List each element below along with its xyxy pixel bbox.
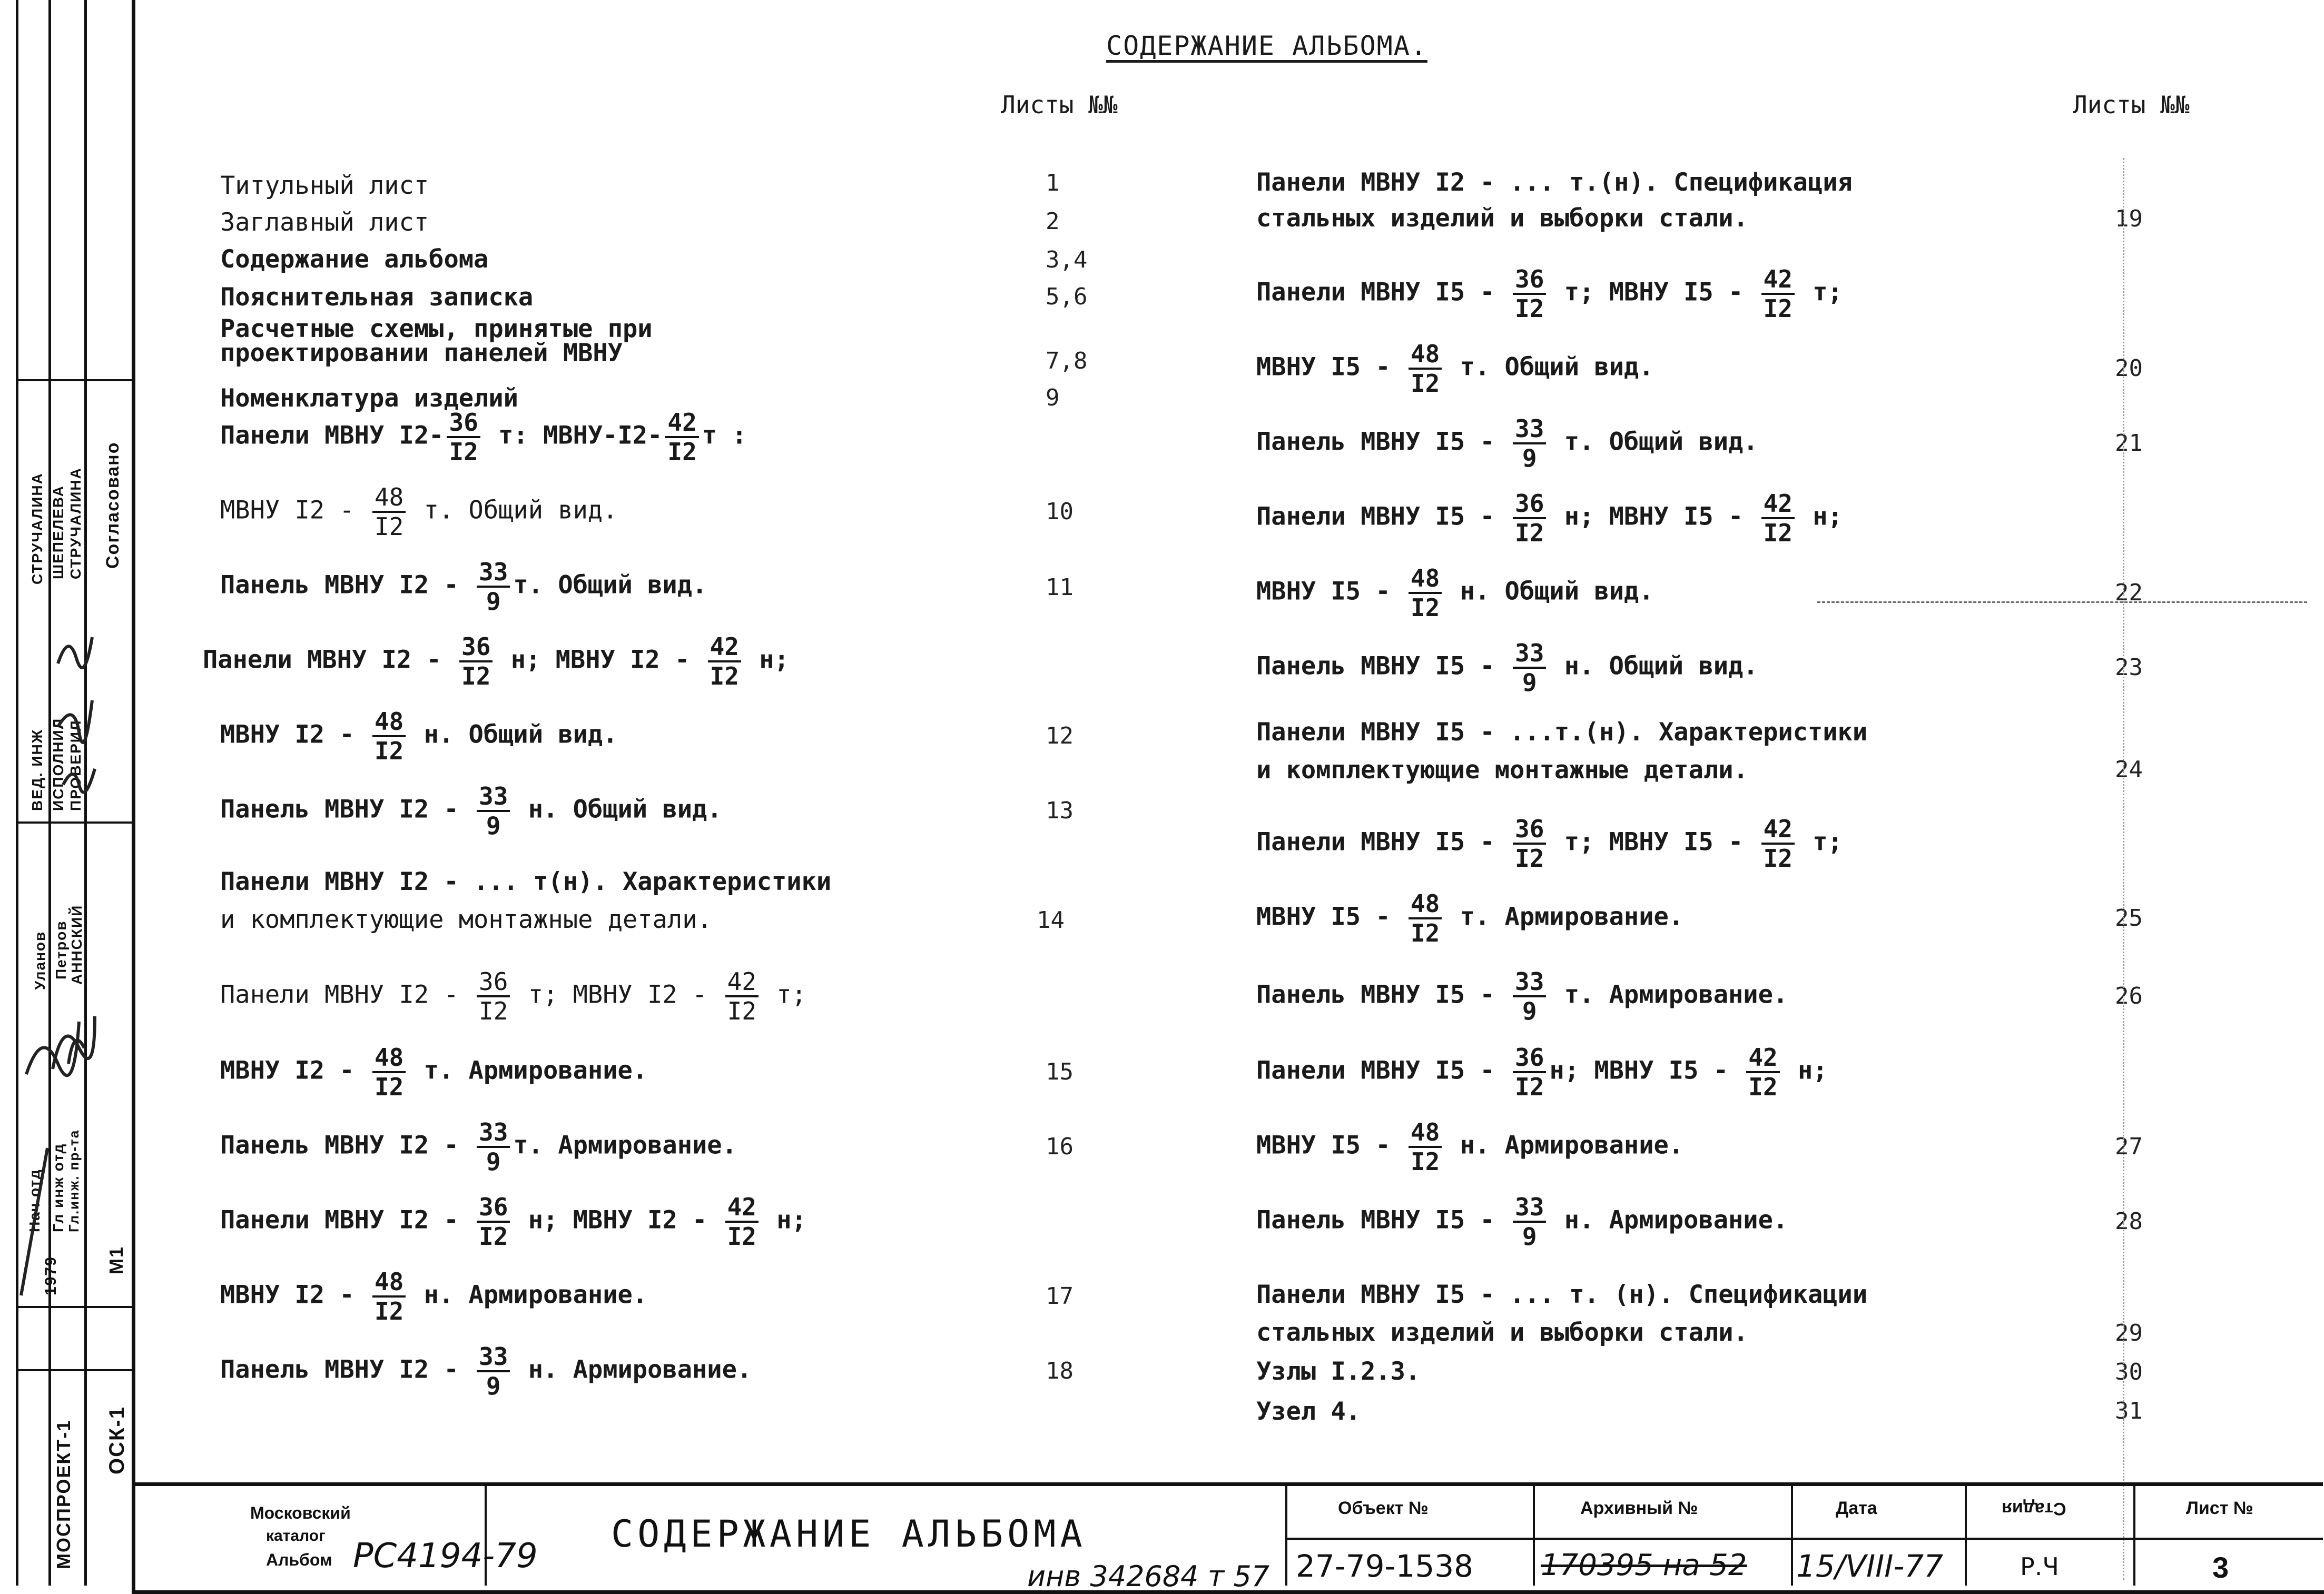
left-sheet-13: 13 — [1046, 797, 1074, 824]
side-role-lower-2: ИСПОЛНИЛ — [50, 717, 66, 811]
fraction: $\frac{33}{9}$ — [1513, 968, 1546, 1025]
left-entry-7: Номенклатура изделий — [220, 384, 518, 413]
left-sheet-2: 2 — [1046, 208, 1060, 235]
right-entry-6: Панели МВНУ I5 - $\frac{36}{I2}$ н; МВНУ I5 - $\frac{42}{I2}$ н; — [1256, 489, 1843, 547]
right-sheet-12: 25 — [2115, 905, 2143, 932]
fraction: $\frac{48}{I2}$ — [372, 1268, 406, 1325]
left-entry-6: проектировании панелей МВНУ — [220, 339, 623, 368]
side-name-lower-3: СТРУЧАЛИНА — [67, 467, 84, 579]
left-entry-1: Титульный лист — [220, 171, 429, 200]
fraction: $\frac{42}{I2}$ — [725, 1193, 759, 1250]
right-entry-1: Панели МВНУ I2 - ... т.(н). Спецификация — [1256, 168, 1853, 197]
right-entry-20: Узел 4. — [1256, 1397, 1361, 1426]
fraction: $\frac{36}{I2}$ — [459, 633, 493, 690]
left-entry-21: Панель МВНУ I2 - $\frac{33}{9}$ н. Армирование. — [220, 1342, 752, 1400]
left-sheet-6: 7,8 — [1046, 348, 1088, 374]
fraction: $\frac{42}{I2}$ — [1761, 490, 1795, 547]
fraction: $\frac{33}{9}$ — [1513, 639, 1546, 696]
tb-val-sheet: 3 — [2212, 1551, 2229, 1584]
fraction: $\frac{48}{I2}$ — [1409, 890, 1442, 947]
side-role-2: Гл инж отд — [50, 1143, 66, 1232]
left-entry-19: Панели МВНУ I2 - $\frac{36}{I2}$ н; МВНУ I2 - $\frac{42}{I2}$ н; — [220, 1193, 806, 1251]
side-dept: ОСК-1 — [105, 1406, 129, 1474]
side-name-upper-1: Уланов — [32, 930, 48, 990]
fraction: $\frac{33}{9}$ — [477, 783, 510, 839]
right-entry-9: Панели МВНУ I5 - ...т.(н). Характеристики — [1256, 718, 1868, 747]
col-header-left: Листы №№ — [1001, 91, 1118, 119]
side-org: МОСПРОЕКТ-1 — [53, 1419, 74, 1569]
document-title: СОДЕРЖАНИЕ АЛЬБОМА. — [1106, 31, 1427, 61]
right-entry-15: МВНУ I5 - $\frac{48}{I2}$ н. Армирование. — [1256, 1118, 1684, 1176]
fraction: $\frac{33}{9}$ — [1513, 1193, 1546, 1250]
left-sheet-9: 10 — [1046, 498, 1074, 525]
fraction: $\frac{48}{I2}$ — [1409, 340, 1442, 397]
fraction: $\frac{48}{I2}$ — [372, 483, 406, 540]
right-sheet-13: 26 — [2115, 983, 2143, 1009]
left-sheet-15: 14 — [1037, 907, 1065, 934]
tb-val-object: 27-79-1538 — [1296, 1548, 1474, 1584]
fraction: $\frac{33}{9}$ — [1513, 415, 1546, 472]
left-sheet-7: 9 — [1046, 384, 1060, 411]
guide-dash — [1817, 601, 2307, 603]
left-entry-17: МВНУ I2 - $\frac{48}{I2}$ т. Армирование. — [220, 1043, 648, 1101]
fraction: $\frac{36}{I2}$ — [1513, 265, 1546, 322]
side-name-upper-3: АННСКИЙ — [68, 904, 85, 985]
right-sheet-7: 22 — [2115, 579, 2143, 606]
left-sheet-20: 17 — [1046, 1283, 1074, 1310]
fraction: $\frac{42}{I2}$ — [1761, 265, 1795, 322]
tb-v-6 — [2133, 1482, 2135, 1586]
tb-org-2: каталог — [266, 1527, 326, 1545]
side-name-upper-2: Петров — [53, 920, 69, 979]
signature-scribbles — [0, 0, 132, 1586]
tb-val-stage: Р.Ч — [2020, 1552, 2059, 1581]
right-entry-14: Панели МВНУ I5 - $\frac{36}{I2}$ н; МВНУ I5 - $\frac{42}{I2}$ н; — [1256, 1043, 1828, 1101]
fraction: $\frac{48}{I2}$ — [372, 708, 406, 765]
left-sheet-17: 15 — [1046, 1058, 1074, 1085]
right-entry-16: Панель МВНУ I5 - $\frac{33}{9}$ н. Армирование. — [1256, 1193, 1788, 1251]
right-sheet-18: 29 — [2115, 1320, 2143, 1347]
right-sheet-15: 27 — [2115, 1133, 2143, 1160]
side-m: М1 — [105, 1245, 127, 1274]
left-entry-2: Заглавный лист — [220, 208, 429, 237]
left-entry-9: МВНУ I2 - $\frac{48}{I2}$ т. Общий вид. — [220, 483, 618, 541]
left-entry-20: МВНУ I2 - $\frac{48}{I2}$ н. Армирование. — [220, 1268, 648, 1325]
fraction: $\frac{42}{I2}$ — [725, 968, 759, 1025]
tb-hdr-stage: Стадия — [2002, 1499, 2066, 1519]
left-sheet-10: 11 — [1046, 574, 1074, 601]
side-role-3: Гл.инж. пр-та — [66, 1129, 82, 1232]
fraction: $\frac{36}{I2}$ — [477, 1193, 510, 1250]
right-sheet-10: 24 — [2115, 756, 2143, 783]
left-entry-10: Панель МВНУ I2 - $\frac{33}{9}$ т. Общий вид. — [220, 558, 707, 616]
left-entry-18: Панель МВНУ I2 - $\frac{33}{9}$ т. Армирование. — [220, 1118, 737, 1176]
right-entry-17: Панели МВНУ I5 - ... т. (н). Спецификации — [1256, 1280, 1868, 1309]
tb-v-5 — [1965, 1482, 1967, 1586]
tb-album-code: РС4194-79 — [353, 1537, 538, 1576]
tb-org-1: Московский — [250, 1503, 351, 1522]
side-role-lower-1: ВЕД. ИНЖ — [29, 728, 45, 811]
right-sheet-8: 23 — [2115, 654, 2143, 681]
right-sheet-20: 31 — [2115, 1398, 2143, 1424]
tb-hdr-date: Дата — [1836, 1498, 1877, 1518]
right-entry-4: МВНУ I5 - $\frac{48}{I2}$ т. Общий вид. — [1256, 340, 1654, 398]
right-entry-13: Панель МВНУ I5 - $\frac{33}{9}$ т. Армирование. — [1256, 967, 1788, 1025]
right-entry-19: Узлы I.2.3. — [1256, 1357, 1421, 1386]
right-entry-8: Панель МВНУ I5 - $\frac{33}{9}$ н. Общий вид. — [1256, 639, 1758, 697]
fraction: $\frac{36}{I2}$ — [1513, 815, 1546, 872]
side-role-lower-3: ПРОВЕРИЛ — [67, 719, 84, 811]
tb-v-2 — [1285, 1482, 1287, 1586]
left-sheet-18: 16 — [1046, 1133, 1074, 1160]
left-sheet-1: 1 — [1046, 170, 1060, 196]
fraction: $\frac{33}{9}$ — [477, 1118, 510, 1175]
tb-hdr-archive: Архивный № — [1580, 1498, 1698, 1518]
fraction: $\frac{33}{9}$ — [477, 1343, 510, 1400]
tb-top-line — [132, 1482, 2323, 1486]
right-entry-18: стальных изделий и выборки стали. — [1256, 1318, 1748, 1347]
fraction: $\frac{36}{I2}$ — [1513, 1044, 1546, 1101]
right-sheet-5: 21 — [2115, 430, 2143, 457]
left-entry-8: Панели МВНУ I2- $\frac{36}{I2}$ т: МВНУ-I2- $\frac{42}{I2}$ т : — [220, 408, 747, 466]
tb-val-date: 15/VIII-77 — [1796, 1548, 1944, 1584]
fraction: $\frac{48}{I2}$ — [1409, 1118, 1442, 1175]
side-agreed: Согласовано — [103, 441, 123, 569]
left-entry-13: Панель МВНУ I2 - $\frac{33}{9}$ н. Общий вид. — [220, 782, 722, 840]
left-entry-15: и комплектующие монтажные детали. — [220, 905, 712, 934]
right-entry-12: МВНУ I5 - $\frac{48}{I2}$ т. Армирование. — [1256, 889, 1684, 947]
tb-mid-line — [1285, 1538, 2323, 1540]
side-name-lower-2: ШЕПЕЛЕВА — [50, 485, 66, 579]
fraction: $\frac{42}{I2}$ — [708, 633, 741, 690]
col-header-right: Листы №№ — [2073, 91, 2190, 119]
side-year: 1979 — [42, 1256, 60, 1295]
left-entry-16: Панели МВНУ I2 - $\frac{36}{I2}$ т; МВНУ I2 - $\frac{42}{I2}$ т; — [220, 967, 806, 1025]
left-entry-5: Расчетные схемы, принятые при — [220, 314, 653, 343]
left-sheet-21: 18 — [1046, 1358, 1074, 1384]
fraction: $\frac{42}{I2}$ — [665, 409, 698, 466]
right-entry-11: Панели МВНУ I5 - $\frac{36}{I2}$ т; МВНУ I5 - $\frac{42}{I2}$ т; — [1256, 815, 1843, 873]
right-entry-3: Панели МВНУ I5 - $\frac{36}{I2}$ т; МВНУ I5 - $\frac{42}{I2}$ т; — [1256, 265, 1843, 323]
tb-hdr-object: Объект № — [1338, 1498, 1429, 1518]
right-entry-10: и комплектующие монтажные детали. — [1256, 756, 1748, 785]
left-entry-3: Содержание альбома — [220, 245, 489, 274]
right-entry-5: Панель МВНУ I5 - $\frac{33}{9}$ т. Общий вид. — [1256, 414, 1758, 472]
right-tick-line — [2123, 158, 2124, 1580]
right-entry-2: стальных изделий и выборки стали. — [1256, 204, 1748, 233]
right-sheet-16: 28 — [2115, 1208, 2143, 1235]
tb-v-4 — [1791, 1482, 1793, 1586]
tb-org-3: Альбом — [266, 1550, 332, 1569]
fraction: $\frac{48}{I2}$ — [1409, 565, 1442, 621]
tb-v-3 — [1533, 1482, 1535, 1586]
right-sheet-19: 30 — [2115, 1359, 2143, 1385]
side-name-lower-1: СТРУЧАЛИНА — [29, 472, 45, 585]
left-entry-4: Пояснительная записка — [220, 283, 534, 312]
fraction: $\frac{42}{I2}$ — [1746, 1044, 1779, 1101]
tb-hdr-sheet: Лист № — [2186, 1498, 2253, 1518]
right-sheet-2: 19 — [2115, 205, 2143, 232]
stamp-line-4 — [132, 0, 134, 1586]
fraction: $\frac{36}{I2}$ — [477, 968, 510, 1025]
tb-handwritten-inv: инв 342684 т 57 — [1027, 1560, 1270, 1593]
tb-doc-title: СОДЕРЖАНИЕ АЛЬБОМА — [611, 1512, 1087, 1556]
fraction: $\frac{42}{I2}$ — [1761, 815, 1795, 872]
left-sheet-4: 5,6 — [1046, 283, 1088, 310]
side-role-1: Нач отд — [26, 1169, 43, 1232]
tb-val-archive: 170395 на 52 — [1541, 1548, 1747, 1582]
fraction: $\frac{33}{9}$ — [477, 558, 510, 615]
left-entry-11: Панели МВНУ I2 - $\frac{36}{I2}$ н; МВНУ I2 - $\frac{42}{I2}$ н; — [203, 632, 789, 690]
fraction: $\frac{48}{I2}$ — [372, 1044, 406, 1101]
right-sheet-4: 20 — [2115, 355, 2143, 382]
fraction: $\frac{36}{I2}$ — [447, 409, 480, 466]
left-entry-12: МВНУ I2 - $\frac{48}{I2}$ н. Общий вид. — [220, 707, 618, 765]
left-sheet-3: 3,4 — [1046, 246, 1088, 273]
fraction: $\frac{36}{I2}$ — [1513, 490, 1546, 547]
left-sheet-12: 12 — [1046, 722, 1074, 749]
right-entry-7: МВНУ I5 - $\frac{48}{I2}$ н. Общий вид. — [1256, 564, 1654, 622]
left-entry-14: Панели МВНУ I2 - ... т(н). Характеристики — [220, 867, 832, 896]
